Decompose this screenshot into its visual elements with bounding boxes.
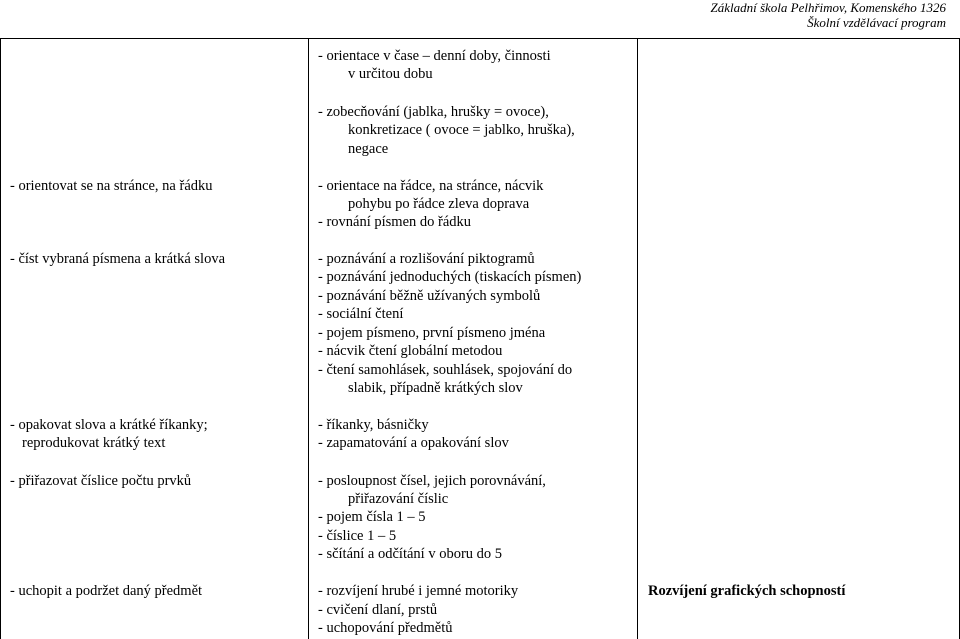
curriculum-text: - sčítání a odčítání v oboru do 5 [318,546,503,562]
curriculum-text: - uchopování předmětů [318,620,453,636]
curriculum-text: - číslice 1 – 5 [318,528,397,544]
curriculum-text: - pojem čísla 1 – 5 [318,509,426,525]
cross-topic-label: Rozvíjení grafických schopností [648,583,846,599]
curriculum-text: - čtení samohlásek, souhlásek, spojování do [318,362,573,378]
outcome-text: - opakovat slova a krátké říkanky; [10,417,208,433]
curriculum-text: - zobecňování (jablka, hrušky = ovoce), [318,104,549,120]
outcome-text: reprodukovat krátký text [22,435,166,451]
curriculum-text: konkretizace ( ovoce = jablko, hruška), [348,122,575,138]
curriculum-text: - rovnání písmen do řádku [318,214,472,230]
curriculum-text: - říkanky, básničky [318,417,429,433]
program-name: Školní vzdělávací program [807,15,946,30]
curriculum-text: - poznávání jednoduchých (tiskacích písmen) [318,269,582,285]
curriculum-text: - orientace v čase – denní doby, činnosti [318,48,551,64]
outcome-text: - číst vybraná písmena a krátká slova [10,251,226,267]
outcome-text: - přiřazovat číslice počtu prvků [10,473,192,489]
school-name: Základní škola Pelhřimov, Komenského 1326 [710,0,946,15]
curriculum-text: - orientace na řádce, na stránce, nácvik [318,178,544,194]
curriculum-text: negace [348,141,389,157]
curriculum-text: - poznávání běžně užívaných symbolů [318,288,541,304]
outcome-text: - uchopit a podržet daný předmět [10,583,203,599]
curriculum-text: pohybu po řádce zleva doprava [348,196,530,212]
curriculum-text: - pojem písmeno, první písmeno jména [318,325,546,341]
document-header [710,0,946,30]
curriculum-text: slabik, případně krátkých slov [348,380,523,396]
curriculum-text: - nácvik čtení globální metodou [318,343,503,359]
curriculum-text: - posloupnost čísel, jejich porovnávání, [318,473,546,489]
curriculum-text: - rozvíjení hrubé i jemné motoriky [318,583,519,599]
outcome-text: - orientovat se na stránce, na řádku [10,178,213,194]
curriculum-text: - poznávání a rozlišování piktogramů [318,251,535,267]
curriculum-text: v určitou dobu [348,66,433,82]
curriculum-text: - zapamatování a opakování slov [318,435,509,451]
curriculum-text: - cvičení dlaní, prstů [318,602,438,618]
curriculum-text: přiřazování číslic [348,491,449,507]
curriculum-text: - sociální čtení [318,306,404,322]
